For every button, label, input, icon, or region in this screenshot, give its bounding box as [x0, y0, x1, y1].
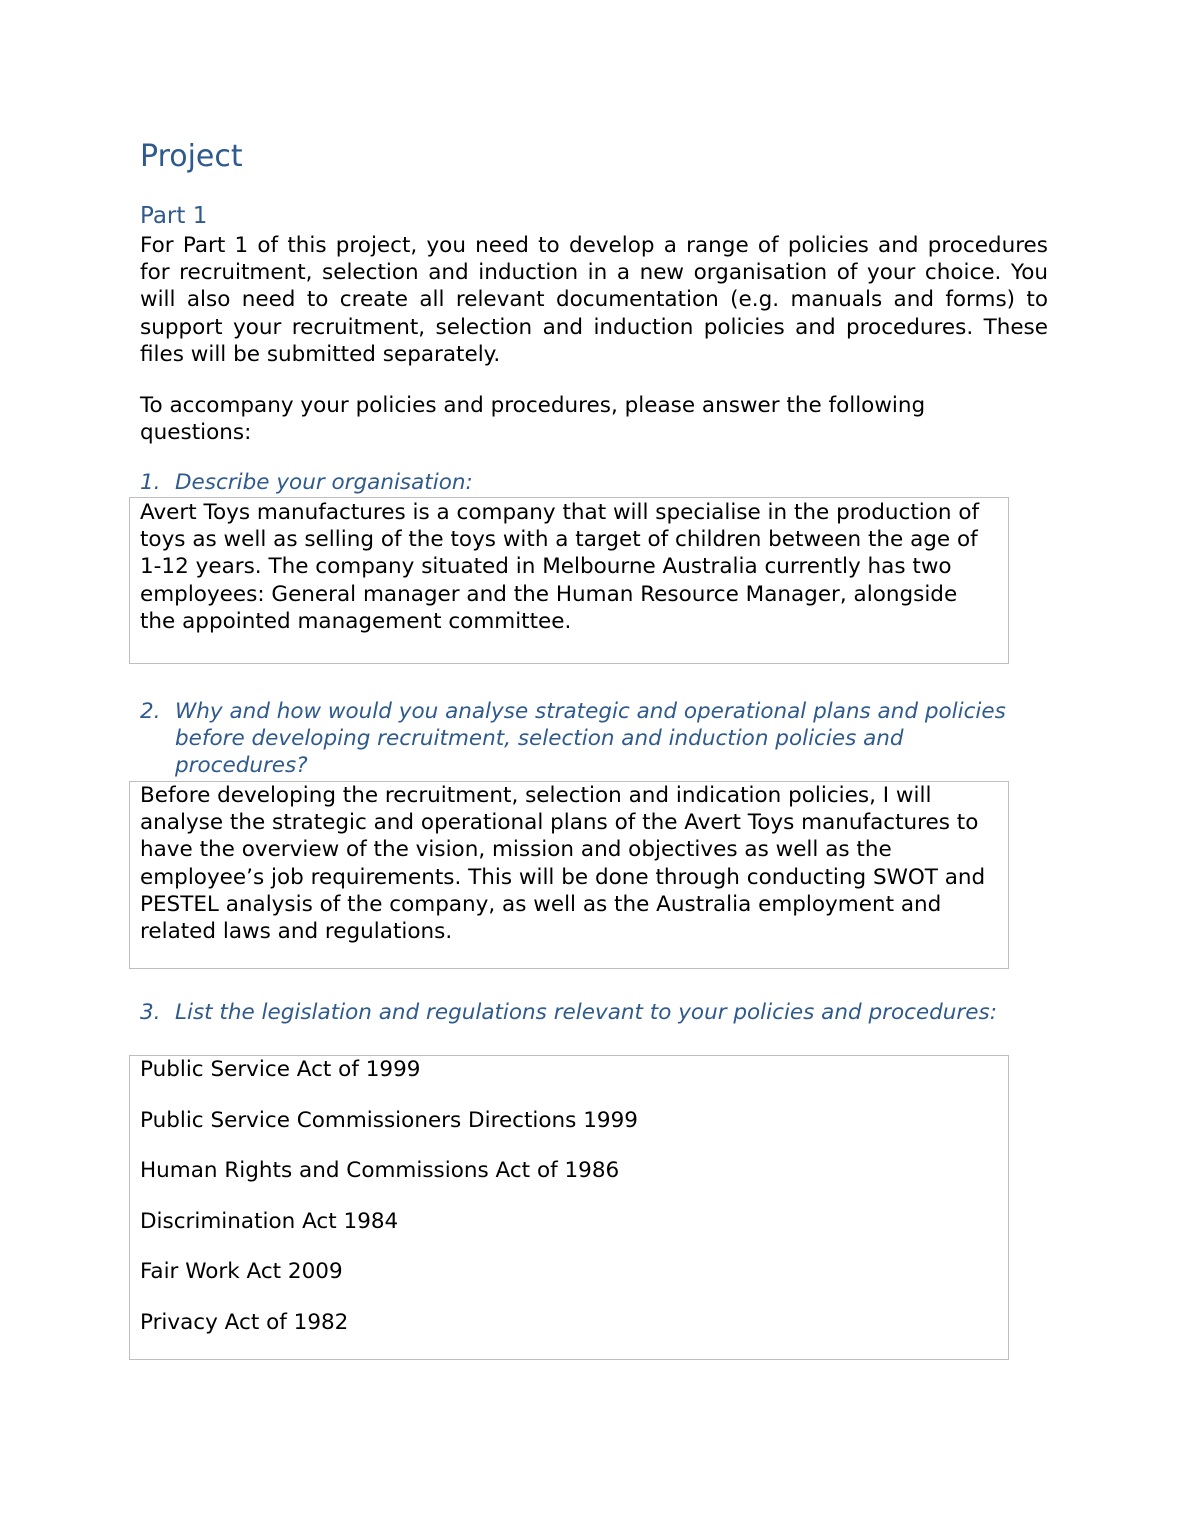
question-number: 3. [140, 1000, 161, 1025]
list-item: Fair Work Act 2009 [140, 1259, 343, 1285]
list-item: Human Rights and Commissions Act of 1986 [140, 1158, 620, 1184]
instruction-paragraph: To accompany your policies and procedures, please answer the following questions: [140, 393, 926, 446]
question-number: 1. [140, 470, 161, 495]
answer-box-2[interactable] [129, 781, 1009, 969]
question-1 [140, 469, 1020, 496]
list-item: Privacy Act of 1982 [140, 1309, 349, 1335]
question-2 [140, 698, 1020, 780]
intro-paragraph: For Part 1 of this project, you need to develop a range of policies and procedures for recruitment, selection and induction in a new organisation of your choice. You will also need to create all relevant documentation (e.g. manuals and forms) to support your recruitment, selection and induction policies and procedures. These files will be submitted separately. [140, 233, 1048, 367]
answer-box-1[interactable] [129, 497, 1009, 664]
question-number: 2. [140, 699, 161, 724]
question-3 [140, 999, 1020, 1026]
answer-text: Before developing the recruitment, selection and indication policies, I will analyse the strategic and operational plans of the Avert Toys manufactures to have the overview of the vision, mission and objectives as well as the employee’s job requirements. This will be done through conducting SWOT and PESTEL analysis of the company, as well as the Australia employment and related laws and regulations. [140, 783, 986, 945]
section-title: Part 1 [140, 203, 208, 229]
document-title: Project [140, 139, 243, 174]
answer-box-3[interactable] [129, 1055, 1009, 1360]
question-text: List the legislation and regulations relevant to your policies and procedures: [175, 1000, 997, 1025]
question-text: Why and how would you analyse strategic and operational plans and policies before developing recruitment, selection and induction policies and procedures? [175, 699, 1006, 779]
list-item: Discrimination Act 1984 [140, 1208, 399, 1234]
list-item: Public Service Commissioners Directions 1999 [140, 1107, 638, 1133]
list-item: Public Service Act of 1999 [140, 1057, 421, 1082]
answer-text: Avert Toys manufactures is a company that will specialise in the production of toys as well as selling of the toys with a target of children between the age of 1-12 years. The company situated in Melbourne Australia currently has two employees: General manager and the Human Resource Manager, alongside the appointed management committee. [140, 500, 980, 634]
question-text: Describe your organisation: [175, 470, 473, 495]
legislation-list [140, 1056, 998, 1336]
